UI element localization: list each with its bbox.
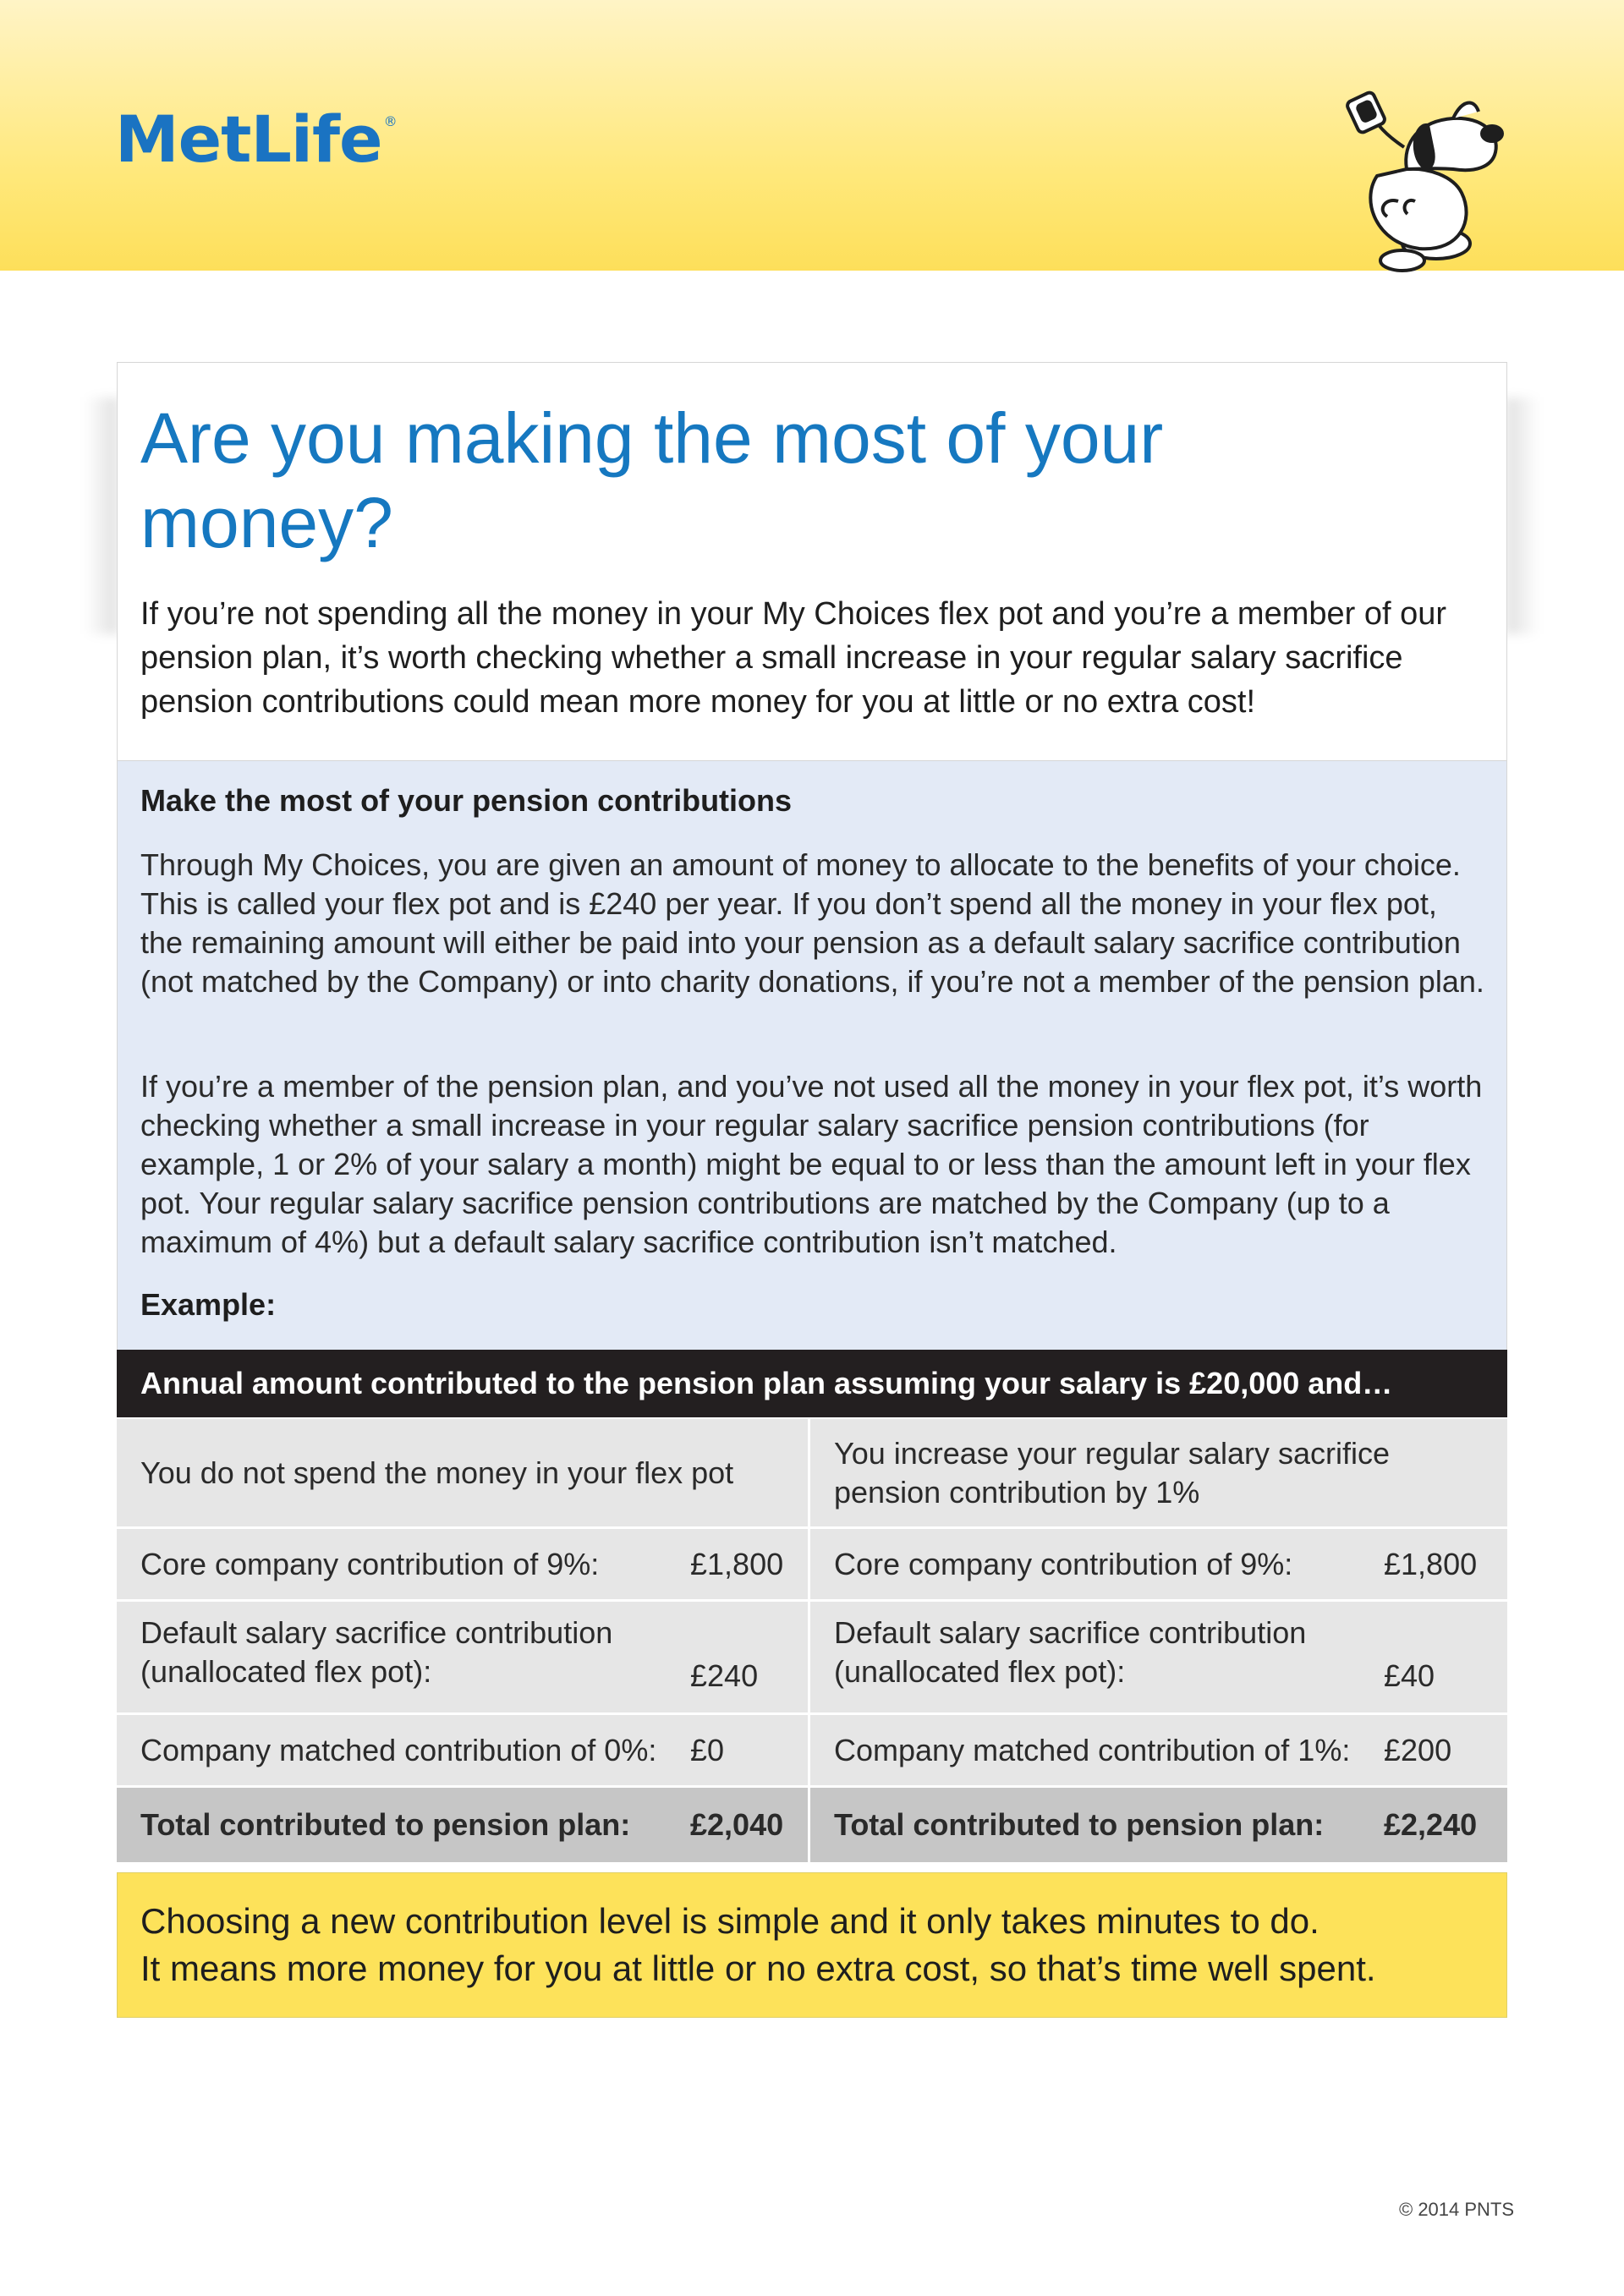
row-label: Default salary sacrifice contribution (unallocated flex pot):	[834, 1615, 1307, 1689]
row-amount: £1,800	[1384, 1546, 1478, 1581]
pension-member-paragraph: If you’re a member of the pension plan, and you’ve not used all the money in your flex pot, it’s worth checking whether a small increase in your regular salary sacrifice pension contributions (for example, 1 or 2% of your salary a month) might be equal to or less than the amount left in your flex pot. Your regular salary sacrifice pension contributions are matched by the Company (up to a maximum of 4%) but a default salary sacrifice contribution isn’t matched.	[140, 1069, 1483, 1259]
card-shadow-left	[85, 397, 118, 634]
example-label: Example:	[140, 1287, 277, 1322]
row-label: Core company contribution of 9%:	[834, 1546, 1293, 1581]
table-row	[810, 1715, 1507, 1788]
card-shadow-right	[1506, 397, 1539, 634]
column-heading-text: You do not spend the money in your flex pot	[140, 1455, 734, 1490]
table-row	[810, 1529, 1507, 1602]
row-label: Company matched contribution of 1%:	[834, 1732, 1351, 1767]
table-row	[117, 1529, 810, 1602]
table-column-heading	[117, 1419, 810, 1529]
intro-text: If you’re not spending all the money in your My Choices flex pot and you’re a member of our pension plan, it’s worth checking whether a small increase in your regular salary sacrifice pension contributions could mean more money for you at little or no extra cost!	[140, 596, 1447, 720]
table-row	[810, 1602, 1507, 1715]
contribution-table	[117, 1419, 1507, 1862]
total-label: Total contributed to pension plan:	[834, 1807, 1325, 1842]
flex-pot-paragraph: Through My Choices, you are given an amount of money to allocate to the benefits of your choice. This is called your flex pot and is £240 per year. If you don’t spend all the money in your flex pot, the remaining amount will either be paid into your pension as a default salary sacrifice contribution (not matched by the Company) or into charity donations, if you’re not a member of the pension plan.	[140, 847, 1484, 999]
row-label: Company matched contribution of 0%:	[140, 1732, 657, 1767]
row-amount: £0	[690, 1732, 725, 1767]
callout-line-2: It means more money for you at little or no extra cost, so that’s time well spent.	[140, 1948, 1376, 1988]
row-label: Core company contribution of 9%:	[140, 1546, 600, 1581]
row-amount: £1,800	[690, 1546, 784, 1581]
total-row	[810, 1788, 1507, 1862]
row-amount: £40	[1384, 1658, 1435, 1693]
total-row	[117, 1788, 810, 1862]
column-heading-text: You increase your regular salary sacrifice pension contribution by 1%	[834, 1435, 1390, 1510]
metlife-logo: MetLife ®	[115, 101, 397, 177]
callout-text	[140, 1898, 1494, 1992]
page-title: Are you making the most of your money?	[140, 398, 1164, 562]
total-label: Total contributed to pension plan:	[140, 1807, 631, 1842]
total-amount: £2,040	[690, 1807, 784, 1842]
row-amount: £200	[1384, 1732, 1452, 1767]
callout-line-1: Choosing a new contribution level is simple and it only takes minutes to do.	[140, 1901, 1320, 1941]
table-row	[117, 1715, 810, 1788]
snoopy-illustration	[1326, 74, 1512, 277]
copyright-footer: © 2014 PNTS	[1399, 2199, 1515, 2220]
row-amount: £240	[690, 1658, 759, 1693]
section-heading: Make the most of your pension contributions	[140, 783, 793, 818]
table-row	[117, 1602, 810, 1715]
table-column-heading	[810, 1419, 1507, 1529]
table-header: Annual amount contributed to the pension plan assuming your salary is £20,000 and…	[117, 1350, 1507, 1417]
total-amount: £2,240	[1384, 1807, 1478, 1842]
row-label: Default salary sacrifice contribution (unallocated flex pot):	[140, 1615, 613, 1689]
